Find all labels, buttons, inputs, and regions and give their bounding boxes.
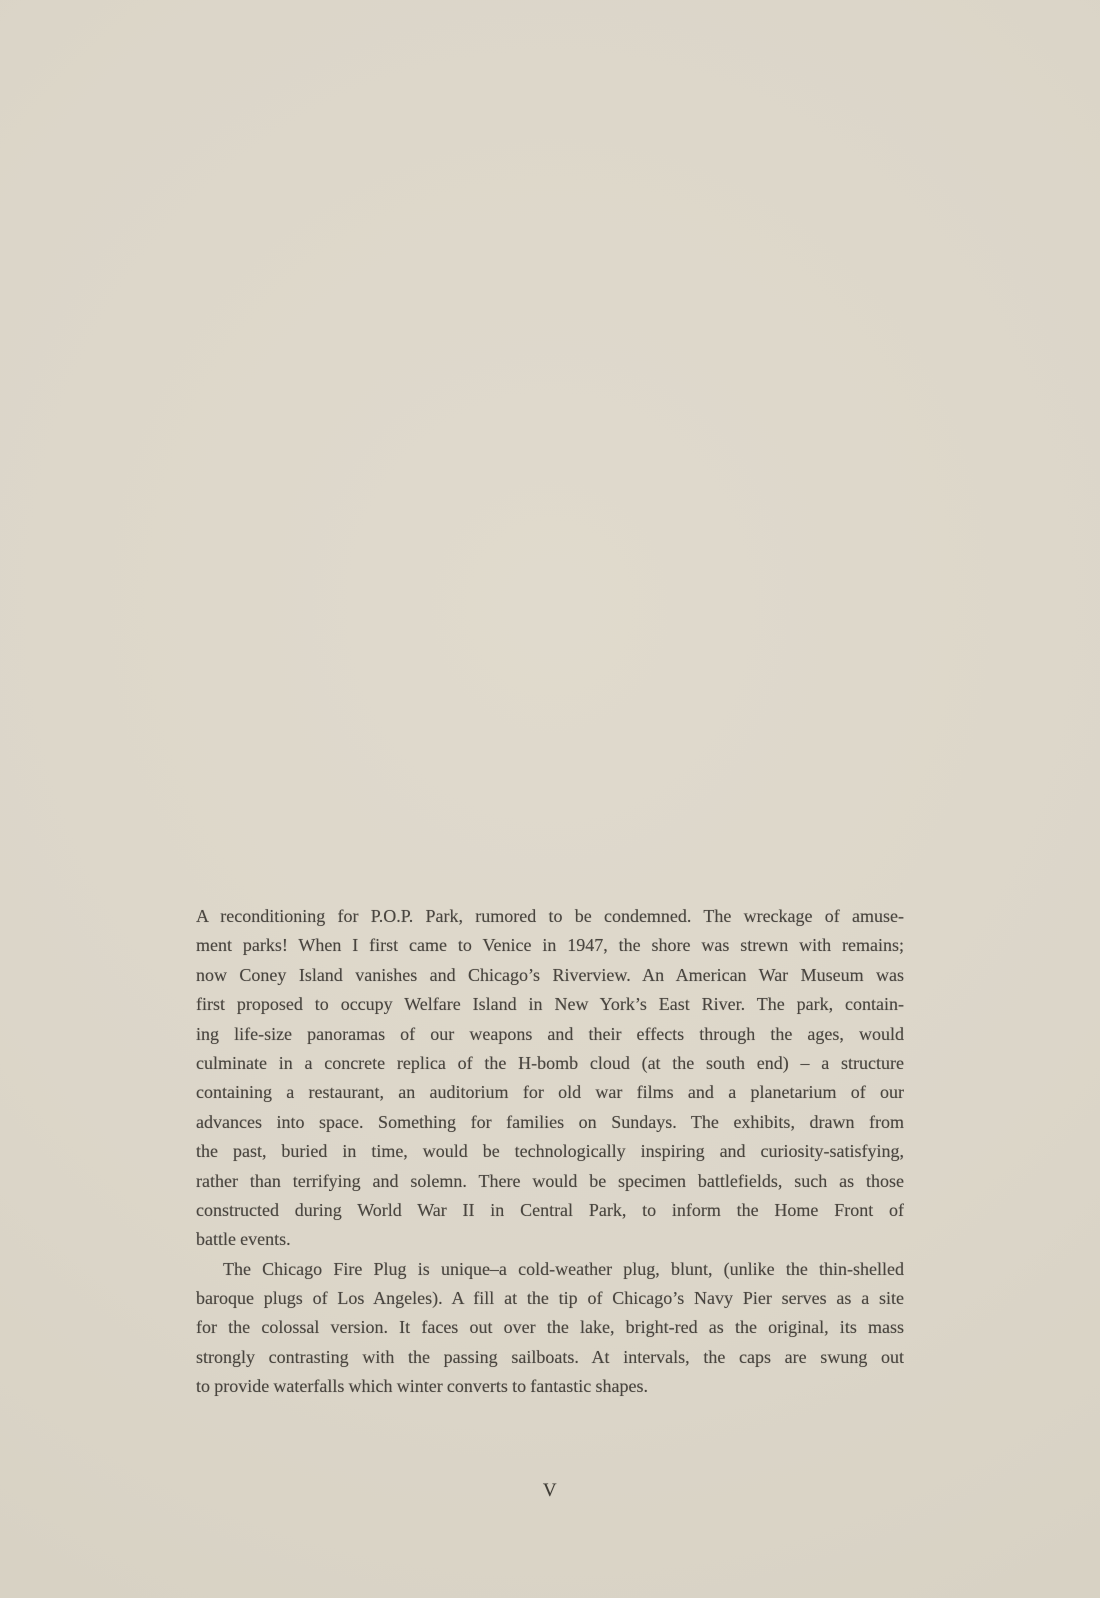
- text-line: for the colossal version. It faces out over the lake, bright-red as the original, its mass: [196, 1317, 904, 1338]
- text-line: A reconditioning for P.O.P. Park, rumored to be condemned. The wreckage of amuse-: [196, 906, 904, 926]
- text-line: to provide waterfalls which winter converts to fantastic shapes.: [196, 1376, 648, 1397]
- text-line: now Coney Island vanishes and Chicago’s Riverview. An American War Museum was: [196, 964, 904, 985]
- text-line: constructed during World War II in Central Park, to inform the Home Front of: [196, 1199, 904, 1220]
- page-number: V: [542, 1480, 558, 1501]
- text-block: [196, 902, 904, 1402]
- text-line: battle events.: [196, 1229, 291, 1250]
- text-line: baroque plugs of Los Angeles). A fill at the tip of Chicago’s Navy Pier serves as a site: [196, 1288, 904, 1309]
- text-line: culminate in a concrete replica of the H-bomb cloud (at the south end) – a structure: [196, 1052, 904, 1073]
- paragraph-2: [196, 1255, 904, 1402]
- text-line: rather than terrifying and solemn. There would be specimen battlefields, such as those: [196, 1170, 904, 1191]
- text-line: containing a restaurant, an auditorium for old war films and a planetarium of our: [196, 1082, 904, 1103]
- text-line: strongly contrasting with the passing sailboats. At intervals, the caps are swung out: [196, 1346, 904, 1367]
- text-line: advances into space. Something for families on Sundays. The exhibits, drawn from: [196, 1111, 904, 1132]
- text-line: the past, buried in time, would be technologically inspiring and curiosity-satisfying,: [196, 1141, 904, 1162]
- text-line: The Chicago Fire Plug is unique–a cold-weather plug, blunt, (unlike the thin-shelled: [223, 1258, 904, 1279]
- text-line: first proposed to occupy Welfare Island in New York’s East River. The park, contain-: [196, 994, 904, 1015]
- text-line: ing life-size panoramas of our weapons and their effects through the ages, would: [196, 1023, 904, 1044]
- paragraph-1: [196, 902, 904, 1255]
- text-line: ment parks! When I first came to Venice in 1947, the shore was strewn with remains;: [196, 935, 904, 956]
